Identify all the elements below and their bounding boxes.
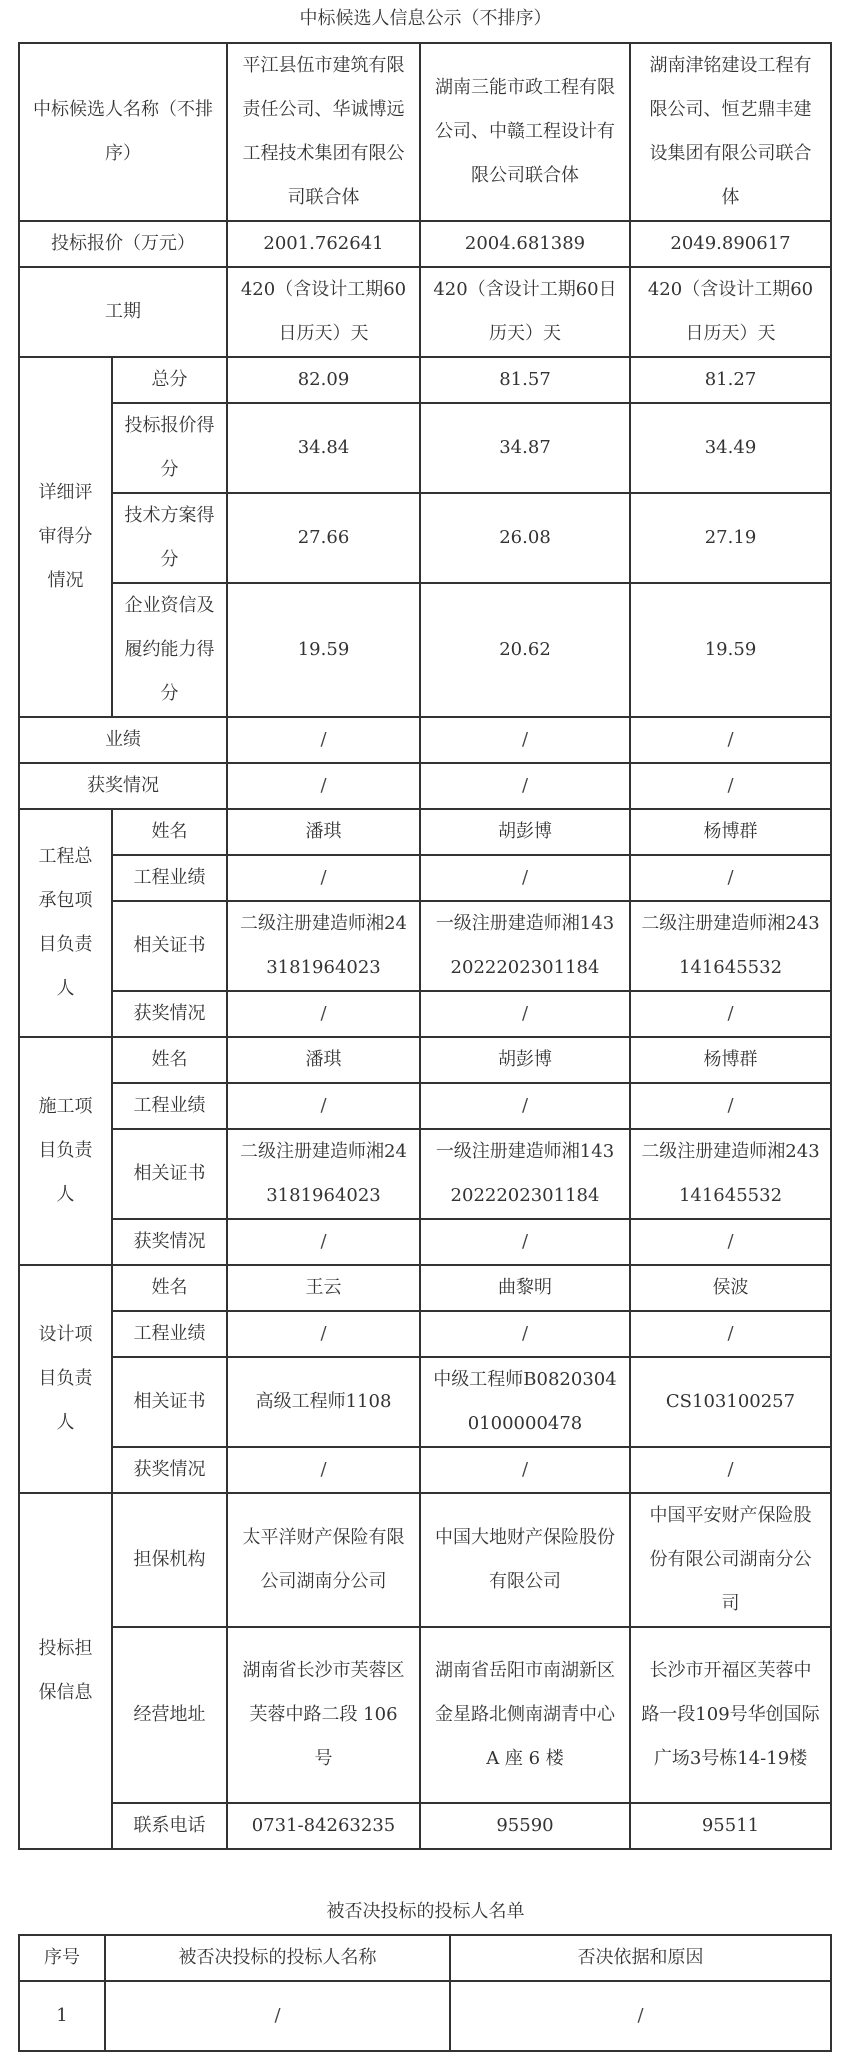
candidate-1-construct-name: 潘琪 <box>227 1037 420 1083</box>
row-label-epc-name: 姓名 <box>112 809 227 855</box>
table-row <box>19 1981 831 2051</box>
table-row-epc-name <box>19 809 831 855</box>
table-row-construct-awards <box>19 1219 831 1265</box>
header-rejected-name: 被否决投标的投标人名称 <box>105 1935 450 1981</box>
group-label-construction-manager: 施工项目负责人 <box>19 1037 112 1265</box>
candidate-3-construct-certificate: 二级注册建造师湘243141645532 <box>630 1129 831 1219</box>
table-row-design-awards <box>19 1447 831 1493</box>
table-row-design-performance <box>19 1311 831 1357</box>
candidate-3-epc-certificate: 二级注册建造师湘243141645532 <box>630 901 831 991</box>
table-row-guarantee-phone <box>19 1803 831 1849</box>
candidate-3-score-tech: 27.19 <box>630 493 831 583</box>
row-label-bid-price: 投标报价（万元） <box>19 221 227 267</box>
candidate-2-design-certificate: 中级工程师B08203040100000478 <box>420 1357 630 1447</box>
candidate-info-table <box>18 42 832 1850</box>
group-label-epc-manager: 工程总承包项目负责人 <box>19 809 112 1037</box>
candidate-1-guarantee-address: 湖南省长沙市芙蓉区芙蓉中路二段 106 号 <box>227 1627 420 1803</box>
candidate-2-guarantee-phone: 95590 <box>420 1803 630 1849</box>
candidate-1-score-total: 82.09 <box>227 357 420 403</box>
candidate-1-design-name: 王云 <box>227 1265 420 1311</box>
candidate-1-score-qualification: 19.59 <box>227 583 420 717</box>
candidate-2-design-awards: / <box>420 1447 630 1493</box>
candidate-1-design-performance: / <box>227 1311 420 1357</box>
row-label-design-name: 姓名 <box>112 1265 227 1311</box>
table-row-score-qualification <box>19 583 831 717</box>
table-row-score-total <box>19 357 831 403</box>
candidate-3-score-total: 81.27 <box>630 357 831 403</box>
row-label-epc-performance: 工程业绩 <box>112 855 227 901</box>
row-label-performance: 业绩 <box>19 717 227 763</box>
row-label-score-tech: 技术方案得分 <box>112 493 227 583</box>
rejected-row-reason: / <box>450 1981 831 2051</box>
candidate-1-guarantee-phone: 0731-84263235 <box>227 1803 420 1849</box>
candidate-2-name: 湖南三能市政工程有限公司、中赣工程设计有限公司联合体 <box>420 43 630 221</box>
row-label-score-total: 总分 <box>112 357 227 403</box>
row-label-guarantee-org: 担保机构 <box>112 1493 227 1627</box>
candidate-3-guarantee-phone: 95511 <box>630 1803 831 1849</box>
header-no: 序号 <box>19 1935 105 1981</box>
candidate-3-bid-price: 2049.890617 <box>630 221 831 267</box>
candidate-2-construct-name: 胡彭博 <box>420 1037 630 1083</box>
group-label-design-manager: 设计项目负责人 <box>19 1265 112 1493</box>
table-row-score-price <box>19 403 831 493</box>
candidate-3-design-awards: / <box>630 1447 831 1493</box>
table-row-construct-name <box>19 1037 831 1083</box>
table-row-design-name <box>19 1265 831 1311</box>
candidate-3-name: 湖南津铭建设工程有限公司、恒艺鼎丰建设集团有限公司联合体 <box>630 43 831 221</box>
candidate-3-construct-name: 杨博群 <box>630 1037 831 1083</box>
table-row-candidate-name <box>19 43 831 221</box>
candidate-2-epc-name: 胡彭博 <box>420 809 630 855</box>
row-label-period: 工期 <box>19 267 227 357</box>
candidate-1-bid-price: 2001.762641 <box>227 221 420 267</box>
row-label-epc-certificate: 相关证书 <box>112 901 227 991</box>
candidate-3-period: 420（含设计工期60日历天）天 <box>630 267 831 357</box>
table-row-performance <box>19 717 831 763</box>
candidate-2-bid-price: 2004.681389 <box>420 221 630 267</box>
candidate-2-design-name: 曲黎明 <box>420 1265 630 1311</box>
table-row-epc-performance <box>19 855 831 901</box>
group-label-guarantee: 投标担保信息 <box>19 1493 112 1849</box>
candidate-2-guarantee-address: 湖南省岳阳市南湖新区金星路北侧南湖青中心 A 座 6 楼 <box>420 1627 630 1803</box>
candidate-3-guarantee-address: 长沙市开福区芙蓉中路一段109号华创国际广场3号栋14-19楼 <box>630 1627 831 1803</box>
row-label-design-awards: 获奖情况 <box>112 1447 227 1493</box>
header-rejected-reason: 否决依据和原因 <box>450 1935 831 1981</box>
candidate-2-awards: / <box>420 763 630 809</box>
candidate-1-construct-performance: / <box>227 1083 420 1129</box>
candidate-3-epc-name: 杨博群 <box>630 809 831 855</box>
rejected-section-title: 被否决投标的投标人名单 <box>326 1901 525 1922</box>
candidate-2-design-performance: / <box>420 1311 630 1357</box>
table-row-guarantee-org <box>19 1493 831 1627</box>
candidate-3-performance: / <box>630 717 831 763</box>
candidate-3-guarantee-org: 中国平安财产保险股份有限公司湖南分公司 <box>630 1493 831 1627</box>
candidate-1-construct-awards: / <box>227 1219 420 1265</box>
table-row-epc-awards <box>19 991 831 1037</box>
candidate-1-period: 420（含设计工期60日历天）天 <box>227 267 420 357</box>
row-label-candidate-name: 中标候选人名称（不排序） <box>19 43 227 221</box>
row-label-construct-certificate: 相关证书 <box>112 1129 227 1219</box>
row-label-construct-awards: 获奖情况 <box>112 1219 227 1265</box>
candidate-3-score-qualification: 19.59 <box>630 583 831 717</box>
candidate-1-design-awards: / <box>227 1447 420 1493</box>
table-row-period <box>19 267 831 357</box>
row-label-guarantee-address: 经营地址 <box>112 1627 227 1803</box>
row-label-design-performance: 工程业绩 <box>112 1311 227 1357</box>
row-label-score-qualification: 企业资信及履约能力得分 <box>112 583 227 717</box>
table-row-guarantee-address <box>19 1627 831 1803</box>
candidate-1-name: 平江县伍市建筑有限责任公司、华诚博远工程技术集团有限公司联合体 <box>227 43 420 221</box>
candidate-3-construct-performance: / <box>630 1083 831 1129</box>
candidate-3-design-certificate: CS103100257 <box>630 1357 831 1447</box>
candidate-2-performance: / <box>420 717 630 763</box>
table-row-design-certificate <box>19 1357 831 1447</box>
rejected-bidders-table <box>18 1934 832 2052</box>
candidate-1-performance: / <box>227 717 420 763</box>
row-label-guarantee-phone: 联系电话 <box>112 1803 227 1849</box>
candidate-1-construct-certificate: 二级注册建造师湘243181964023 <box>227 1129 420 1219</box>
candidate-1-guarantee-org: 太平洋财产保险有限公司湖南分公司 <box>227 1493 420 1627</box>
candidate-3-construct-awards: / <box>630 1219 831 1265</box>
candidate-3-epc-performance: / <box>630 855 831 901</box>
candidate-2-epc-awards: / <box>420 991 630 1037</box>
rejected-header-row <box>19 1935 831 1981</box>
table-row-bid-price <box>19 221 831 267</box>
table-row-construct-performance <box>19 1083 831 1129</box>
candidate-1-design-certificate: 高级工程师1108 <box>227 1357 420 1447</box>
table-row-construct-certificate <box>19 1129 831 1219</box>
row-label-construct-performance: 工程业绩 <box>112 1083 227 1129</box>
page-title: 中标候选人信息公示（不排序） <box>299 8 552 29</box>
candidate-2-epc-certificate: 一级注册建造师湘1432022202301184 <box>420 901 630 991</box>
candidate-1-epc-name: 潘琪 <box>227 809 420 855</box>
row-label-construct-name: 姓名 <box>112 1037 227 1083</box>
table-row-score-tech <box>19 493 831 583</box>
candidate-2-construct-awards: / <box>420 1219 630 1265</box>
candidate-2-guarantee-org: 中国大地财产保险股份有限公司 <box>420 1493 630 1627</box>
candidate-2-score-price: 34.87 <box>420 403 630 493</box>
candidate-2-construct-performance: / <box>420 1083 630 1129</box>
candidate-1-score-tech: 27.66 <box>227 493 420 583</box>
candidate-1-score-price: 34.84 <box>227 403 420 493</box>
candidate-2-score-total: 81.57 <box>420 357 630 403</box>
candidate-2-score-tech: 26.08 <box>420 493 630 583</box>
candidate-2-construct-certificate: 一级注册建造师湘1432022202301184 <box>420 1129 630 1219</box>
candidate-2-score-qualification: 20.62 <box>420 583 630 717</box>
candidate-1-epc-certificate: 二级注册建造师湘243181964023 <box>227 901 420 991</box>
row-label-epc-awards: 获奖情况 <box>112 991 227 1037</box>
candidate-3-design-name: 侯波 <box>630 1265 831 1311</box>
table-row-epc-certificate <box>19 901 831 991</box>
candidate-2-epc-performance: / <box>420 855 630 901</box>
group-label-score: 详细评审得分情况 <box>19 357 112 717</box>
candidate-1-epc-awards: / <box>227 991 420 1037</box>
rejected-row-no: 1 <box>19 1981 105 2051</box>
candidate-3-score-price: 34.49 <box>630 403 831 493</box>
candidate-1-epc-performance: / <box>227 855 420 901</box>
row-label-design-certificate: 相关证书 <box>112 1357 227 1447</box>
candidate-3-design-performance: / <box>630 1311 831 1357</box>
candidate-1-awards: / <box>227 763 420 809</box>
table-row-awards <box>19 763 831 809</box>
candidate-3-awards: / <box>630 763 831 809</box>
row-label-score-price: 投标报价得分 <box>112 403 227 493</box>
rejected-row-name: / <box>105 1981 450 2051</box>
row-label-awards: 获奖情况 <box>19 763 227 809</box>
candidate-2-period: 420（含设计工期60日历天）天 <box>420 267 630 357</box>
candidate-3-epc-awards: / <box>630 991 831 1037</box>
